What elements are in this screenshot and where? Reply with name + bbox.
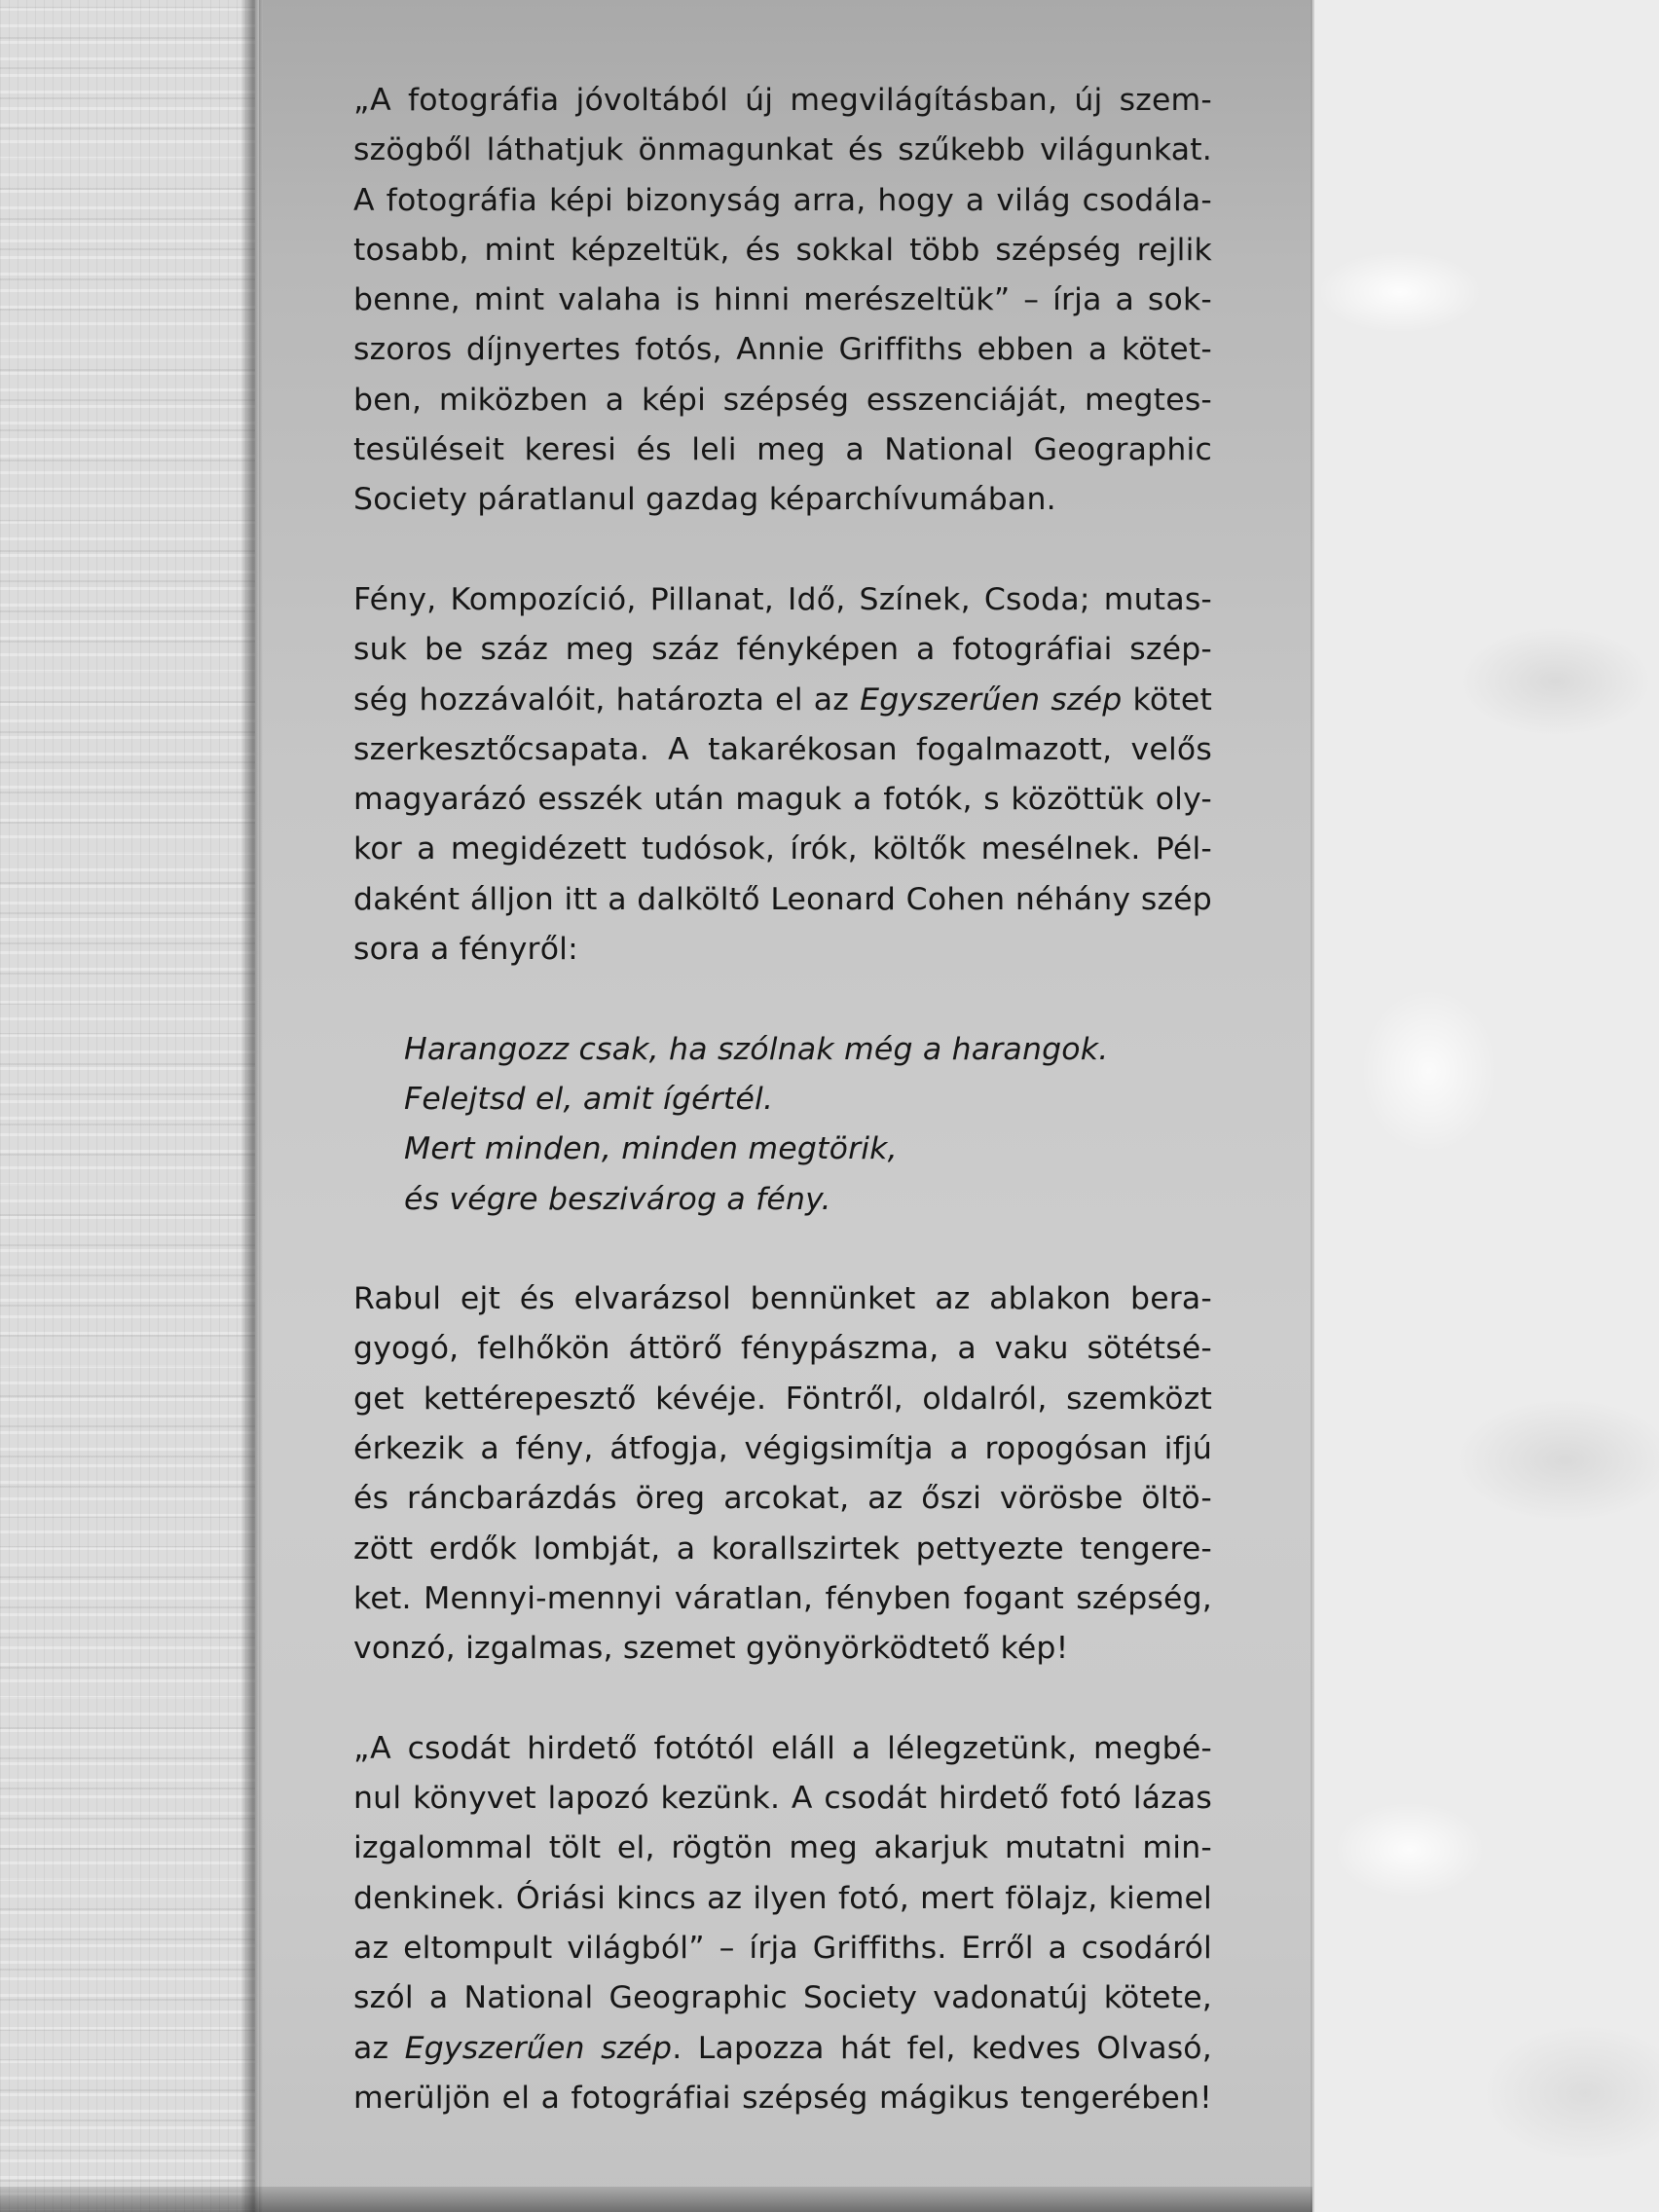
- text-line: vonzó, izgalmas, szemet gyönyörködtető kép!: [353, 1631, 1069, 1667]
- text-line: „A csodát hirdető fotótól eláll a lélegzetünk, megbé-: [353, 1730, 1212, 1766]
- paragraph-intro: [353, 76, 1212, 526]
- text-line: magyarázó esszék után maguk a fotók, s közöttük oly-: [353, 782, 1212, 818]
- poem-line: Harangozz csak, ha szólnak még a harangok.: [404, 1031, 1109, 1067]
- table-surface: [0, 0, 255, 2212]
- text-line: A fotográfia képi bizonyság arra, hogy a világ csodála-: [353, 182, 1212, 218]
- text-line: Fény, Kompozíció, Pillanat, Idő, Színek, Csoda; mutas-: [353, 581, 1212, 617]
- text-line: zött erdők lombját, a korallszirtek pettyezte tengere-: [353, 1530, 1212, 1567]
- page-edge-shadow: [241, 0, 263, 2212]
- text-line: „A fotográfia jóvoltából új megvilágításban, új szem-: [353, 83, 1212, 118]
- poem-line: és végre beszivárog a fény.: [404, 1181, 831, 1217]
- text-line: sora a fényről:: [353, 932, 578, 968]
- poem-line: Felejtsd el, amit ígértél.: [404, 1081, 774, 1117]
- text-line: Society páratlanul gazdag képarchívumában.: [353, 482, 1056, 518]
- text-line: nul könyvet lapozó kezünk. A csodát hirdető fotó lázas: [353, 1781, 1212, 1817]
- paragraph-light: [353, 1274, 1212, 1674]
- text-segment: . Lapozza hát fel, kedves Olvasó,: [672, 2030, 1212, 2066]
- text-line: [353, 2024, 1212, 2074]
- text-line: kor a megidézett tudósok, írók, költők mesélnek. Pél-: [353, 831, 1212, 867]
- blurb-text: [353, 76, 1212, 2173]
- paragraph-themes: [353, 575, 1212, 975]
- text-line: szoros díjnyertes fotós, Annie Griffiths ebben a kötet-: [353, 332, 1212, 368]
- text-line: merüljön el a fotográfiai szépség mágikus tengerében!: [353, 2080, 1212, 2116]
- marbled-endpaper: [1312, 0, 1659, 2212]
- text-line: get kettérepesztő kévéje. Föntről, oldalról, szemközt: [353, 1381, 1212, 1417]
- text-line: denkinek. Óriási kincs az ilyen fotó, mert fölajz, kiemel: [353, 1880, 1212, 1916]
- text-line: [353, 676, 1212, 725]
- poem-quote: [404, 1025, 1212, 1225]
- text-line: szerkesztőcsapata. A takarékosan fogalmazott, velős: [353, 731, 1212, 767]
- text-line: érkezik a fény, átfogja, végigsimítja a ropogósan ifjú: [353, 1431, 1212, 1467]
- text-segment: az: [353, 2030, 405, 2066]
- endpaper-edge: [1310, 0, 1314, 2212]
- text-line: szögből láthatjuk önmagunkat és szűkebb világunkat.: [353, 132, 1212, 168]
- poem-line: Mert minden, minden megtörik,: [404, 1131, 898, 1167]
- text-segment: ség hozzávalóit, határozta el az: [353, 682, 861, 718]
- bottom-edge: [0, 2187, 1312, 2212]
- text-line: ket. Mennyi-mennyi váratlan, fényben fogant szépség,: [353, 1580, 1212, 1616]
- text-line: és ráncbarázdás öreg arcokat, az őszi vörösbe öltö-: [353, 1481, 1212, 1517]
- text-line: tosabb, mint képzeltük, és sokkal több szépség rejlik: [353, 232, 1212, 268]
- text-line: szól a National Geographic Society vadonatúj kötete,: [353, 1980, 1212, 2016]
- text-line: daként álljon itt a dalköltő Leonard Cohen néhány szép: [353, 881, 1212, 917]
- text-line: suk be száz meg száz fényképen a fotográfiai szép-: [353, 632, 1212, 668]
- text-line: benne, mint valaha is hinni merészeltük” – írja a sok-: [353, 282, 1212, 318]
- book-title: Egyszerűen szép: [860, 682, 1123, 718]
- text-line: tesüléseit keresi és leli meg a National Geographic: [353, 432, 1212, 468]
- book-title: Egyszerűen szép: [404, 2030, 673, 2066]
- text-line: gyogó, felhőkön áttörő fénypászma, a vaku sötétsé-: [353, 1331, 1212, 1367]
- text-line: az eltompult világból” – írja Griffiths. Erről a csodáról: [353, 1930, 1212, 1966]
- text-line: Rabul ejt és elvarázsol bennünket az ablakon bera-: [353, 1281, 1212, 1317]
- text-segment: kötet: [1122, 682, 1212, 718]
- paragraph-wonder: [353, 1724, 1212, 2123]
- text-line: izgalommal tölt el, rögtön meg akarjuk mutatni min-: [353, 1830, 1212, 1866]
- text-line: ben, miközben a képi szépség esszenciáját, megtes-: [353, 382, 1212, 418]
